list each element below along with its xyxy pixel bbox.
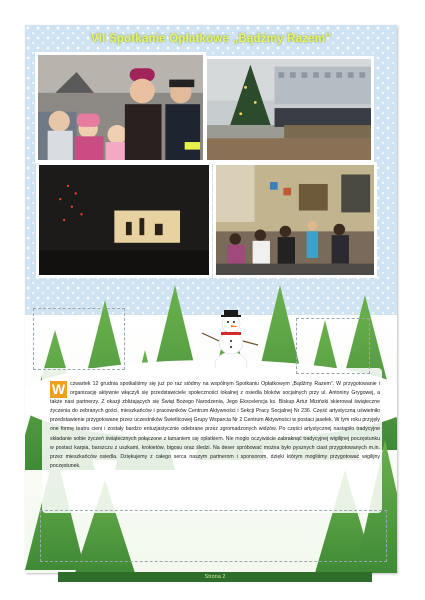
- guide-box-left: [33, 308, 125, 370]
- guide-box-bottom: [40, 510, 387, 562]
- photo-shadow-theatre: [36, 162, 212, 278]
- article-text: czwartek 12 grudnia spotkaliśmy się już po raz siódmy na wspólnym Spotkaniu Opłatkowym „Bądźmy Razem”. W przygotowanie i organizację aktywnie włączyli się przedstawiciele społeczności lokalnej z osiedla bloków socjalnych przy ul. Antoniny Grygowej, a także nasi partnerzy. Z okazji zbliżających się Świąt Bożego Narodzenia, Jego Ekscelencja ks. Biskup Artur Miziński skierował świąteczne życzenia do zebranych gości, mieszkańców i pracowników Centrum Aktywności i Sekcji Pracy Socjalnej Nr 236. Część artystyczną uświetniło przedstawienie przygotowane przez uczestników Świetlicowej Grupy Wsparcia Nr 2 Centrum Aktywności w postaci jasełek. W tym roku przyjęły one formę teatru cieni i zostały bardzo entuzjastycznie odebrane przez zgromadzonych widzów. Po części artystycznej nastąpiło tradycyjne składanie sobie życzeń świątecznych połączone z łamaniem się opłatkiem. Nie mogło oczywiście zabraknąć tradycyjnej wigilijnej poczęstunku w postaci karpia, barszczu z uszkami, krokietów, bigosu oraz śledzi. Na deser spróbować można było pysznych ciast przygotowanych m.in. przez mieszkańców osiedla. Dziękujemy z całego serca naszym partnerom i sponsorom, dzięki którym mogliśmy przygotować wigilijny poczęstunek.: [50, 381, 380, 469]
- photo-community-hall: [213, 162, 377, 278]
- photo-community-hall-image: [216, 165, 374, 275]
- article-body: [50, 380, 380, 471]
- guide-box-right: [296, 318, 370, 374]
- dropcap: W: [51, 381, 66, 397]
- photo-bishop: [35, 52, 206, 163]
- photo-christmas-tree: [204, 56, 374, 163]
- photo-christmas-tree-image: [207, 59, 371, 160]
- photo-shadow-theatre-image: [39, 165, 209, 275]
- newsletter-title: VII Spotkanie Opłatkowe „Bądźmy Razem”: [90, 33, 332, 45]
- page-footer: Strona 2: [58, 572, 372, 582]
- photo-bishop-image: [38, 55, 203, 160]
